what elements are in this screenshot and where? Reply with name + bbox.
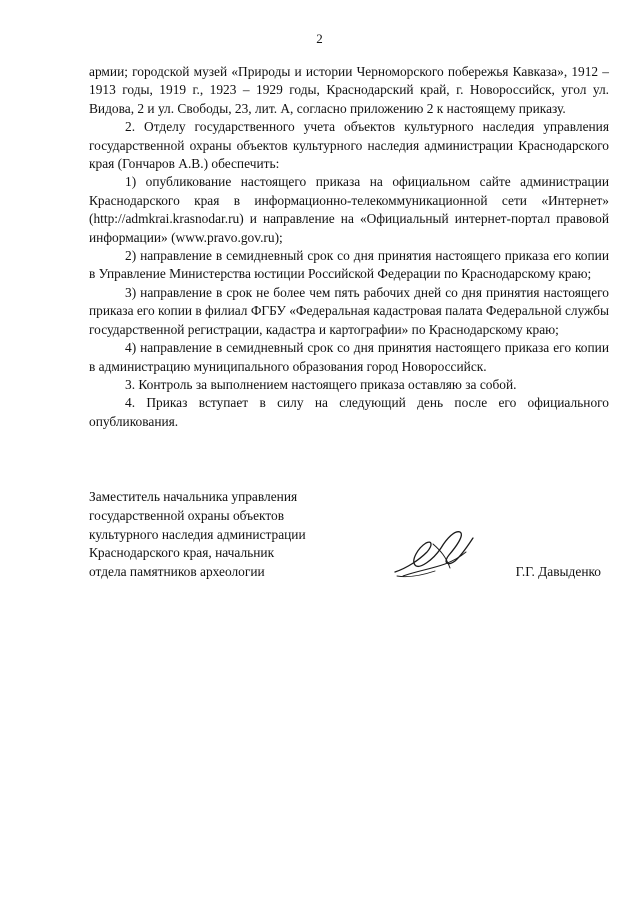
signature-block: [89, 488, 609, 588]
page-number: 2: [316, 31, 323, 46]
paragraph-item-2-department: 2. Отделу государственного учета объектов культурного наследия управления государственной охраны объектов культурного наследия администрации Краснодарского края (Гончаров А.В.) обеспечить:: [89, 119, 609, 172]
signer-position-line: Краснодарского края, начальник: [89, 545, 275, 561]
paragraph-subitem-4-novorossiysk: 4) направление в семидневный срок со дня принятия настоящего приказа его копии в администрацию муниципального образования город Новороссийск.: [89, 340, 609, 374]
paragraph-subitem-3-cadastral-chamber: 3) направление в срок не более чем пять рабочих дней со дня принятия настоящего приказа его копии в филиал ФГБУ «Федеральная кадастровая палата Федеральной службы государственной регистрации, кадастра и картографии» по Краснодарскому краю;: [89, 284, 609, 337]
signer-position: [89, 488, 359, 582]
signer-position-line: отдела памятников археологии: [89, 564, 265, 580]
paragraph-item-4-effective-date: 4. Приказ вступает в силу на следующий день после его официального опубликования.: [89, 395, 609, 429]
signer-name: Г.Г. Давыденко: [515, 564, 601, 579]
handwritten-signature: [389, 524, 479, 582]
paragraph-item-3-control: 3. Контроль за выполнением настоящего приказа оставляю за собой.: [125, 376, 517, 392]
signer-position-line: государственной охраны объектов: [89, 507, 285, 523]
paragraph-subitem-2-ministry-of-justice: 2) направление в семидневный срок со дня принятия настоящего приказа его копии в Управление Министерства юстиции Российской Федерации по Краснодарскому краю;: [89, 248, 609, 282]
paragraph-subitem-1-publication: 1) опубликование настоящего приказа на официальном сайте администрации Краснодарского края в информационно-телекоммуникационной сети «Интернет» (http://admkrai.krasnodar.ru) и направление на «Официальный интернет-портал правовой информации» (www.pravo.gov.ru);: [89, 174, 609, 245]
order-body-text: [89, 63, 609, 431]
signer-position-line: культурного наследия администрации: [89, 526, 306, 542]
signer-position-line: Заместитель начальника управления: [89, 489, 298, 504]
paragraph-museum-continuation: армии; городской музей «Природы и истории Черноморского побережья Кавказа», 1912 – 1913 годы, 1919 г., 1923 – 1929 годы, Краснодарский край, г. Новороссийск, угол ул. Видова, 2 и ул. Свободы, 23, лит. А, согласно приложению 2 к настоящему приказу.: [89, 64, 609, 116]
